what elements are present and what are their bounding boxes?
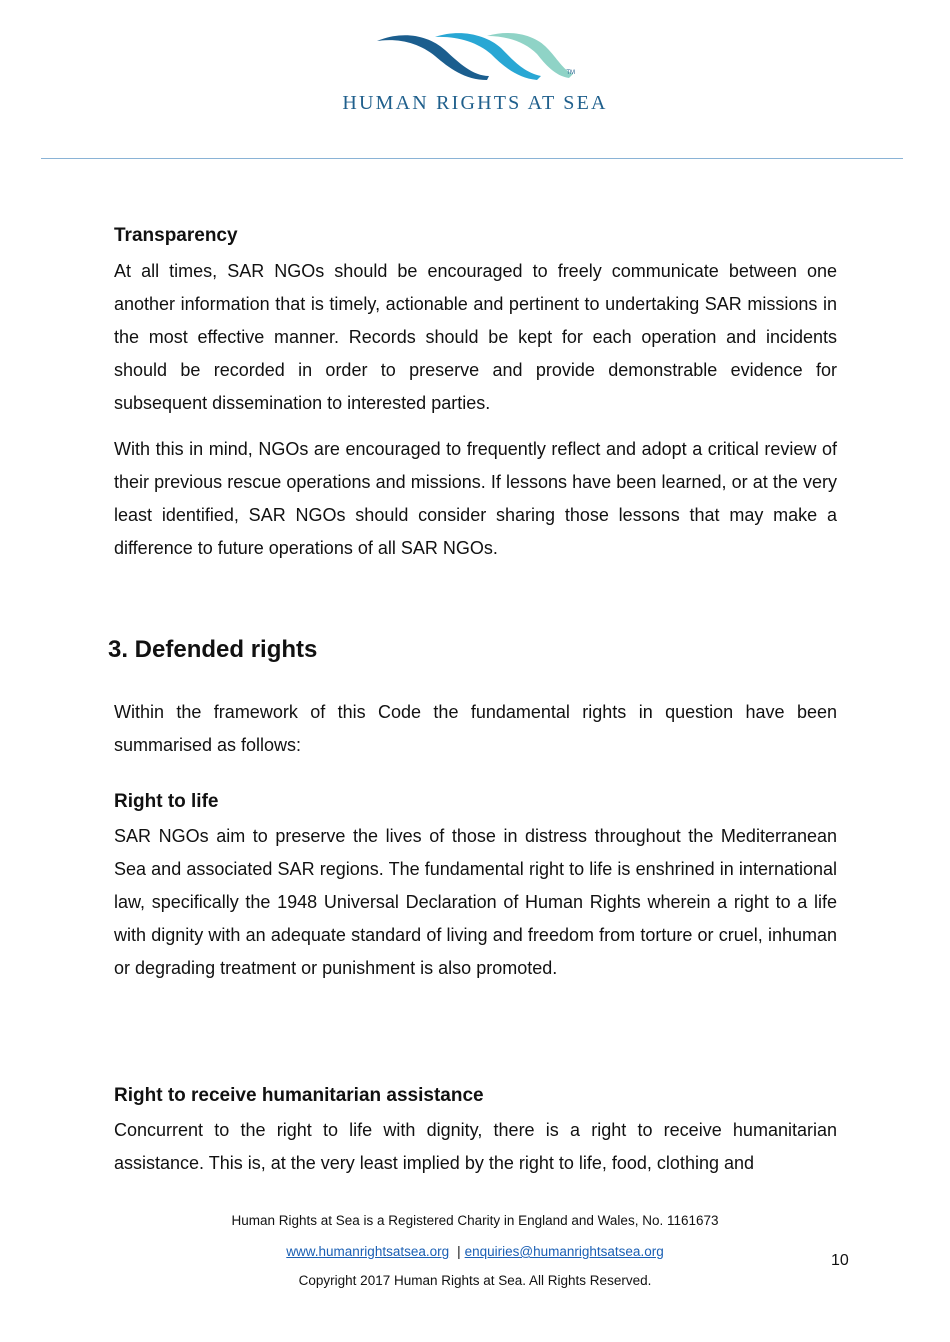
waves-logo-icon [375,32,575,84]
header-divider [41,158,903,159]
footer-charity-line: Human Rights at Sea is a Registered Charity in England and Wales, No. 1161673 [231,1213,719,1228]
brand-name: HUMAN RIGHTS AT SEA [342,92,608,114]
page-number: 10 [831,1252,849,1269]
humanitarian-assistance-heading: Right to receive humanitarian assistance [114,1085,484,1106]
defended-rights-intro: Within the framework of this Code the fundamental rights in question have been summarised as follows: [114,702,837,755]
right-to-life-heading: Right to life [114,791,219,812]
email-link[interactable]: enquiries@humanrightsatsea.org [464,1244,664,1259]
logo [325,30,625,120]
transparency-heading: Transparency [114,225,238,246]
right-to-life-paragraph: SAR NGOs aim to preserve the lives of those in distress throughout the Mediterranean Sea and associated SAR regions. The fundamental right to life is enshrined in international law, specifically the 1948 Universal Declaration of Human Rights wherein a right to a life with dignity with an adequate standard of living and freedom from torture or cruel, inhuman or degrading treatment or punishment is also promoted. [114,826,837,978]
transparency-paragraph-1: At all times, SAR NGOs should be encouraged to freely communicate between one another information that is timely, actionable and pertinent to undertaking SAR missions in the most effective manner. Records should be kept for each operation and incidents should be recorded in order to preserve and provide demonstrable evidence for subsequent dissemination to interested parties. [114,261,837,413]
website-link[interactable]: www.humanrightsatsea.org [286,1244,450,1259]
trademark-mark: TM [566,70,575,76]
transparency-paragraph-2: With this in mind, NGOs are encouraged to frequently reflect and adopt a critical review of their previous rescue operations and missions. If lessons have been learned, or at the very least identified, SAR NGOs should consider sharing those lessons that may make a difference to future operations of all SAR NGOs. [114,439,837,558]
footer-copyright: Copyright 2017 Human Rights at Sea. All Rights Reserved. [298,1273,652,1288]
footer-links [0,1244,950,1259]
defended-rights-heading: 3. Defended rights [108,636,318,663]
humanitarian-assistance-paragraph: Concurrent to the right to life with dignity, there is a right to receive humanitarian assistance. This is, at the very least implied by the right to life, food, clothing and [114,1120,837,1173]
footer-separator: | [457,1244,461,1259]
